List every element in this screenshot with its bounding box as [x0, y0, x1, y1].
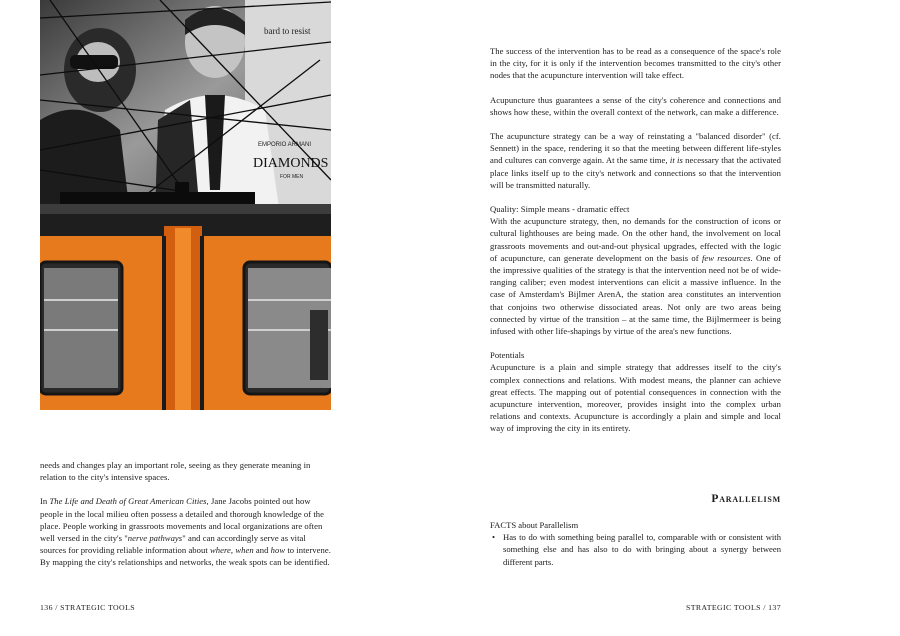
facts-block — [490, 519, 781, 568]
right-paragraph-3: The acupuncture strategy can be a way of reinstating a "balanced disorder" (cf. Sennett) in the space, rendering it so that the meeting between different life-styles and cultures can converge again. At the same time, it is necessary that the activated place links itself up to the city's network and connections so that the intervention will be transmitted naturally. — [490, 131, 781, 190]
billboard-product: DIAMONDS — [253, 156, 329, 171]
billboard-sub: FOR MEN — [280, 174, 304, 180]
book-title: The Life and Death of Great American Cities — [49, 496, 207, 507]
right-paragraph-2: Acupuncture thus guarantees a sense of the city's coherence and connections and shows how these, within the overall context of the network, can make a difference. — [490, 94, 781, 117]
tram-photo-image — [40, 0, 331, 410]
facts-list — [490, 531, 781, 568]
billboard-text: bard to resist — [264, 26, 311, 36]
right-paragraph-1: The success of the intervention has to be read as a consequence of the space's role in the city, for it is only if the intervention becomes transmitted to the city's other nodes that the acupuncture intervention will take effect. — [490, 46, 781, 81]
left-paragraph-2: In The Life and Death of Great American Cities, Jane Jacobs pointed out how people in the local milieu often possess a detailed and thorough knowledge of the place. People working in grassroots movements and local organizations are often well versed in the city's "nerve pathways" and can accordingly serve as vital sources for providing reliable information about where, when and how to intervene. By mapping the city's relationships and networks, the weak spots can be identified. — [40, 496, 331, 568]
bullet-icon: • — [492, 532, 496, 543]
potentials-title: Potentials — [490, 350, 525, 361]
tram-photo — [40, 0, 331, 410]
quality-title: Quality: Simple means - dramatic effect — [490, 204, 630, 215]
right-folio: STRATEGIC TOOLS / 137 — [686, 603, 781, 612]
facts-title: FACTS about Parallelism — [490, 520, 579, 530]
quality-paragraph: With the acupuncture strategy, then, no demands for the construction of icons or cultural lighthouses are being made. On the other hand, the involvement on local grassroots movements and out-and-out physical upgrades, effected with the logic of acupuncture, can generate development on the basis of few resources. One of the impressive qualities of the strategy is that the intervention need not be of wide-ranging caliber; even modest interventions can elicit a massive influence. In the case of Amsterdam's Bijlmer ArenA, the station area constitutes an intervention that conjoins two otherwise dissociated areas. Not only are two areas being connected by virtue of the transition – at the same time, the Bijlmermeer is being infused with other life-shapings by virtue of the area's new functions. — [490, 216, 781, 337]
left-body-text — [40, 459, 334, 569]
billboard-brand: EMPORIO ARMANI — [258, 142, 312, 148]
left-paragraph-1: needs and changes play an important role, seeing as they generate meaning in relation to the city's intensive spaces. — [40, 460, 311, 483]
facts-item: • Has to do with something being parallel to, comparable with or consistent with something else and has also to do with bringing about a synergy between different parts. — [492, 532, 781, 567]
potentials-paragraph: Acupuncture is a plain and simple strategy that addresses itself to the city's complex connections and relations. With modest means, the planner can achieve great effects. The mapping out of potential consequences in connection with the acupuncture intervention, moreover, provides insight into the complex urban relations and contexts. Acupuncture is accordingly a plain and simple and local way of improving the city in its entirety. — [490, 362, 781, 434]
right-body-text — [490, 45, 781, 435]
left-folio: 136 / STRATEGIC TOOLS — [40, 603, 135, 612]
section-heading: Parallelism — [711, 493, 781, 505]
right-page — [450, 0, 900, 636]
